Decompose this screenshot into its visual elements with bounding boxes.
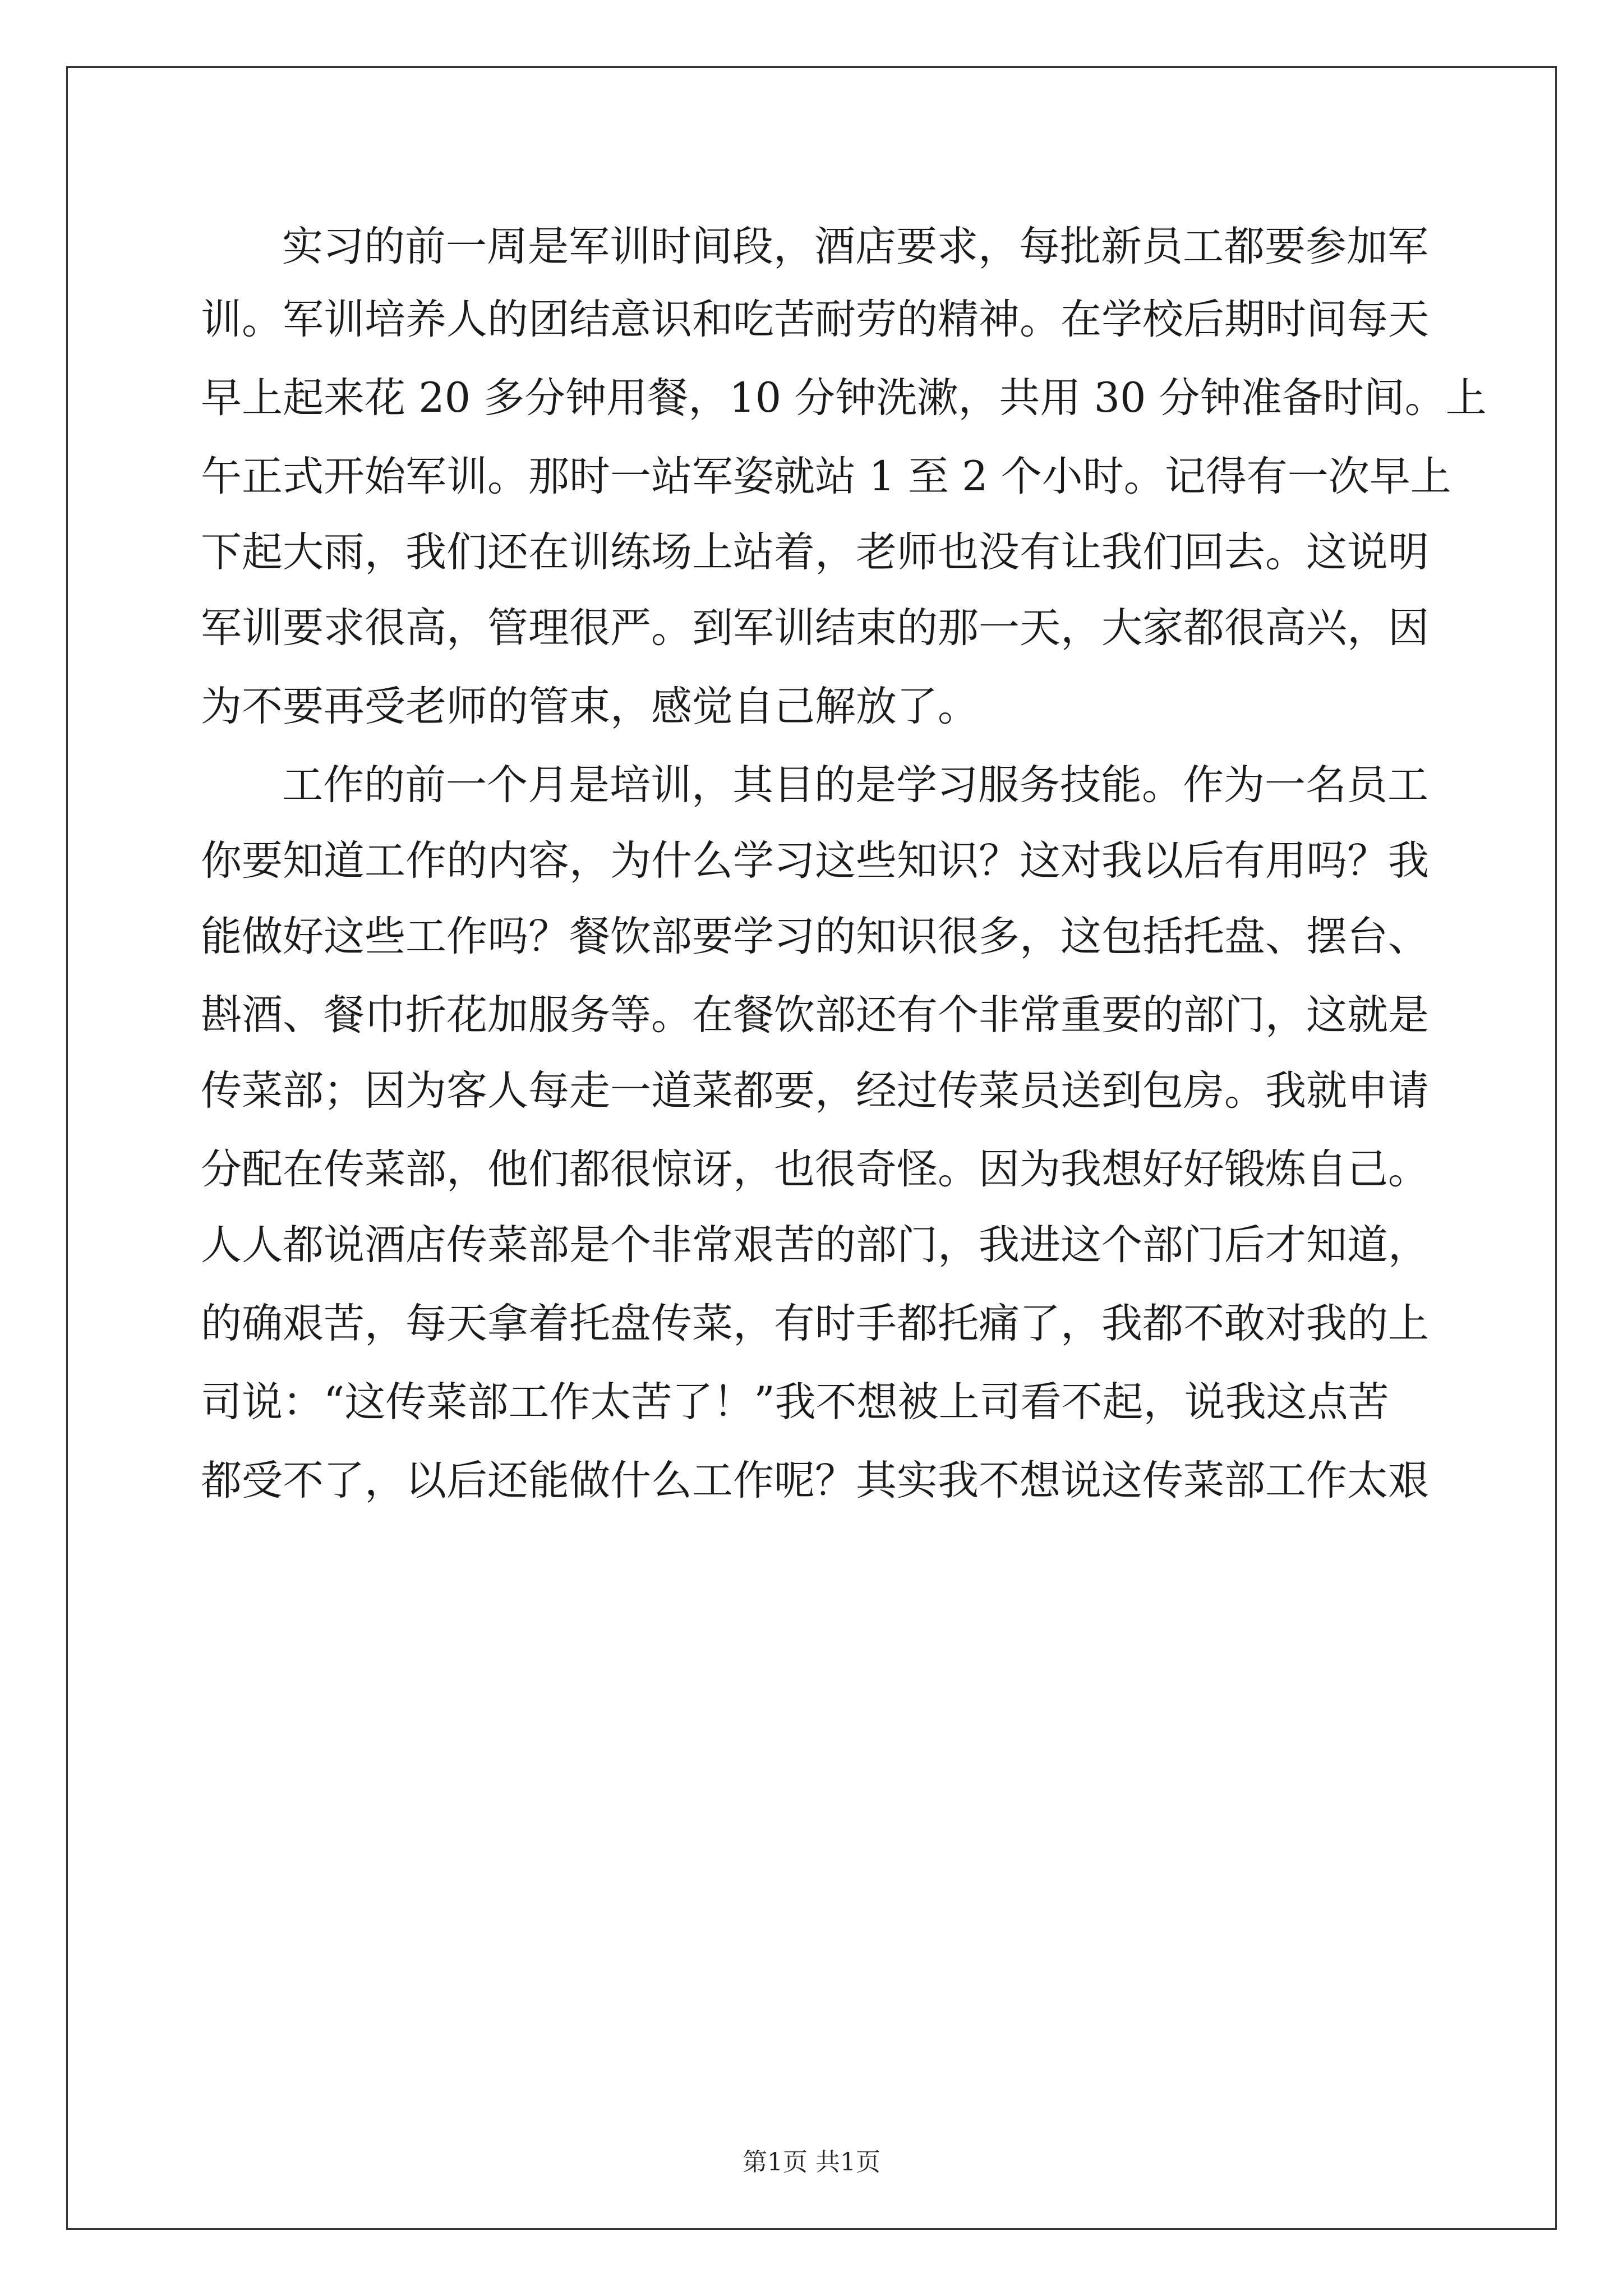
paragraph-1-line-5: 下起大雨，我们还在训练场上站着，老师也没有让我们回去。这说明 [201, 528, 1429, 576]
paragraph-2-line-6: 分配在传菜部，他们都很惊讶，也很奇怪。因为我想好好锻炼自己。 [201, 1145, 1429, 1193]
paragraph-1-line-6: 军训要求很高，管理很严。到军训结束的那一天，大家都很高兴，因 [201, 604, 1429, 652]
paragraph-1-line-7: 为不要再受老师的管束，感觉自己解放了。 [201, 683, 979, 730]
paragraph-2-line-2: 你要知道工作的内容，为什么学习这些知识？这对我以后有用吗？我 [201, 837, 1429, 885]
paragraph-2-line-7: 人人都说酒店传菜部是个非常艰苦的部门，我进这个部门后才知道， [201, 1221, 1429, 1269]
paragraph-2-line-4: 斟酒、餐巾折花加服务等。在餐饮部还有个非常重要的部门，这就是 [201, 991, 1429, 1039]
paragraph-1-line-4: 午正式开始军训。那时一站军姿就站 1 至 2 个小时。记得有一次早上 [201, 453, 1451, 500]
paragraph-1-line-3: 早上起来花 20 多分钟用餐，10 分钟洗漱，共用 30 分钟准备时间。上 [201, 374, 1487, 422]
paragraph-2-line-3: 能做好这些工作吗？餐饮部要学习的知识很多，这包括托盘、摆台、 [201, 913, 1429, 960]
paragraph-2-line-9: 司说：“这传菜部工作太苦了！”我不想被上司看不起，说我这点苦 [201, 1378, 1389, 1426]
paragraph-2-line-8: 的确艰苦，每天拿着托盘传菜，有时手都托痛了，我都不敢对我的上 [201, 1300, 1429, 1347]
paragraph-1-line-1: 实习的前一周是军训时间段，酒店要求，每批新员工都要参加军 [282, 223, 1428, 270]
page-number-footer: 第1页 共1页 [743, 2148, 880, 2177]
paragraph-2-line-5: 传菜部；因为客人每走一道菜都要，经过传菜员送到包房。我就申请 [201, 1067, 1429, 1115]
paragraph-1-line-2: 训。军训培养人的团结意识和吃苦耐劳的精神。在学校后期时间每天 [201, 296, 1429, 343]
paragraph-2-line-10: 都受不了，以后还能做什么工作呢？其实我不想说这传菜部工作太艰 [201, 1457, 1429, 1504]
paragraph-2-line-1: 工作的前一个月是培训，其目的是学习服务技能。作为一名员工 [282, 761, 1428, 809]
